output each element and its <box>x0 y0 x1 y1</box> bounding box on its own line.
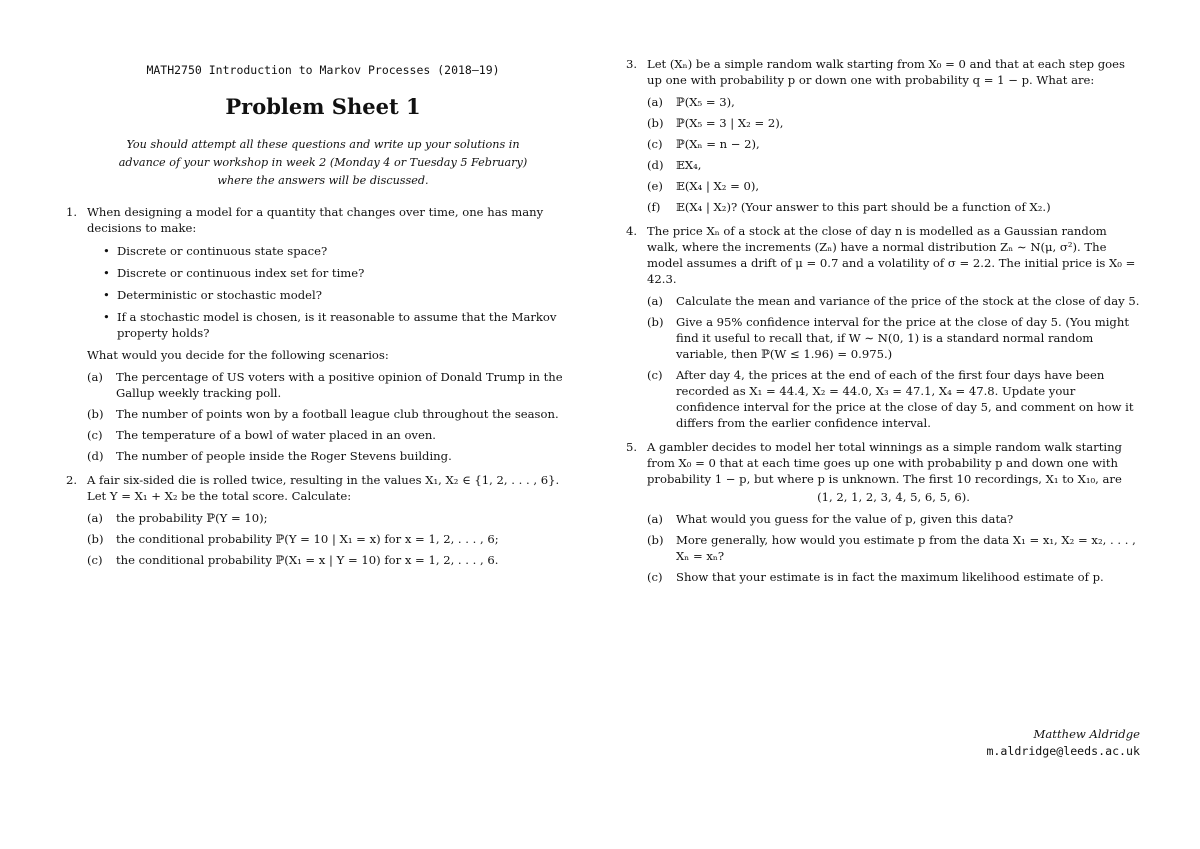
question-stem: A gambler decides to model her total winnings as a simple random walk starting from X₀ = 0 that at each time goes up one with probability p and down one with probability 1 − p, but where p is unknown. The first 10 recordings, X₁ to X₁₀, are <box>647 440 1122 486</box>
sub-part <box>87 448 580 464</box>
question-number: 2. <box>66 473 78 487</box>
sub-part <box>647 94 1140 110</box>
list-item: • If a stochastic model is chosen, is it reasonable to assume that the Markov property holds? <box>117 309 580 341</box>
sub-part-label: (a) <box>647 95 663 109</box>
sub-parts <box>647 293 1140 431</box>
sub-part-text: ℙ(X₅ = 3 | X₂ = 2), <box>676 116 784 130</box>
sub-part-label: (b) <box>87 407 104 421</box>
course-header: MATH2750 Introduction to Markov Processes (2018–19) <box>146 63 500 77</box>
sub-part <box>647 199 1140 215</box>
sub-part <box>647 314 1140 362</box>
data-sequence: (1, 2, 1, 2, 3, 4, 5, 6, 5, 6). <box>817 490 970 504</box>
sub-part-text: Show that your estimate is in fact the maximum likelihood estimate of p. <box>676 570 1104 584</box>
question-2 <box>66 472 580 568</box>
sub-part-text: ℙ(Xₙ = n − 2), <box>676 137 760 151</box>
sub-part-label: (c) <box>647 570 663 584</box>
sub-part-label: (b) <box>87 532 104 546</box>
sub-part <box>647 293 1140 309</box>
sub-part-label: (d) <box>647 158 664 172</box>
sub-part-label: (b) <box>647 315 664 329</box>
sub-part-text: What would you guess for the value of p, given this data? <box>676 512 1014 526</box>
sub-part <box>87 552 580 568</box>
right-column <box>626 56 1140 590</box>
sub-part-text: 𝔼(X₄ | X₂)? (Your answer to this part should be a function of X₂.) <box>676 200 1051 214</box>
sub-part-label: (a) <box>87 370 103 384</box>
question-stem: Let (Xₙ) be a simple random walk starting from X₀ = 0 and that at each step goes up one with probability p or down one with probability q = 1 − p. What are: <box>647 57 1125 87</box>
left-column <box>66 56 580 573</box>
question-number: 4. <box>626 224 638 238</box>
decision-list <box>87 243 580 341</box>
sub-part-text: Give a 95% confidence interval for the price at the close of day 5. (You might find it useful to recall that, if W ∼ N(0, 1) is a standard normal random variable, then ℙ(W ≤ 1.96) = 0.975.) <box>676 315 1129 361</box>
sub-part-text: 𝔼(X₄ | X₂ = 0), <box>676 179 760 193</box>
sub-part <box>647 569 1140 585</box>
question-4 <box>626 223 1140 431</box>
sub-part-text: the conditional probability ℙ(X₁ = x | Y = 10) for x = 1, 2, . . . , 6. <box>116 553 499 567</box>
sub-part-text: The percentage of US voters with a positive opinion of Donald Trump in the Gallup weekly tracking poll. <box>116 370 563 400</box>
sub-part <box>647 532 1140 564</box>
sub-part <box>647 136 1140 152</box>
sub-part <box>647 115 1140 131</box>
sub-part <box>87 510 580 526</box>
sub-part-label: (c) <box>647 368 663 382</box>
sub-part-label: (f) <box>647 200 661 214</box>
question-3 <box>626 56 1140 215</box>
sub-part <box>87 406 580 422</box>
sub-part <box>87 369 580 401</box>
sub-part-label: (a) <box>647 294 663 308</box>
sub-part-label: (b) <box>647 533 664 547</box>
list-item: • Deterministic or stochastic model? <box>117 287 580 303</box>
sub-part-text: After day 4, the prices at the end of each of the first four days have been recorded as X₁ = 44.4, X₂ = 44.0, X₃ = 47.1, X₄ = 47.8. Update your confidence interval for the price at the close of day 5, and comment on how it differs from the earlier confidence interval. <box>676 368 1134 430</box>
signature-block <box>986 726 1140 760</box>
sub-part-label: (e) <box>647 179 663 193</box>
sub-part <box>647 157 1140 173</box>
author-email: m.aldridge@leeds.ac.uk <box>986 744 1140 758</box>
sub-part-text: the probability ℙ(Y = 10); <box>116 511 268 525</box>
list-item: • Discrete or continuous state space? <box>117 243 580 259</box>
scenario-intro: What would you decide for the following scenarios: <box>87 348 389 362</box>
sub-part <box>647 511 1140 527</box>
question-5 <box>626 439 1140 585</box>
question-number: 5. <box>626 440 638 454</box>
sub-part-label: (c) <box>87 553 103 567</box>
question-1 <box>66 204 580 464</box>
sub-part-label: (b) <box>647 116 664 130</box>
question-stem: When designing a model for a quantity that changes over time, one has many decisions to make: <box>87 205 544 235</box>
list-item: • Discrete or continuous index set for time? <box>117 265 580 281</box>
question-number: 3. <box>626 57 638 71</box>
sub-part-text: 𝔼X₄, <box>676 158 702 172</box>
intro-text: You should attempt all these questions and write up your solutions in advance of your workshop in week 2 (Monday 4 or Tuesday 5 February) where the answers will be discussed. <box>118 138 528 187</box>
sub-part <box>647 367 1140 431</box>
sub-part <box>647 178 1140 194</box>
sub-parts <box>87 369 580 464</box>
page-title: Problem Sheet 1 <box>225 94 421 119</box>
sub-part <box>87 531 580 547</box>
question-stem: A fair six-sided die is rolled twice, resulting in the values X₁, X₂ ∈ {1, 2, . . . , 6}. Let Y = X₁ + X₂ be the total score. Calculate: <box>87 473 560 503</box>
author-name: Matthew Aldridge <box>1033 727 1140 741</box>
sub-parts <box>647 511 1140 585</box>
sub-part-text: The number of points won by a football league club throughout the season. <box>116 407 559 421</box>
sub-parts <box>87 510 580 568</box>
sub-part-text: The temperature of a bowl of water placed in an oven. <box>116 428 436 442</box>
sub-part-label: (a) <box>87 511 103 525</box>
sub-part-text: Calculate the mean and variance of the price of the stock at the close of day 5. <box>676 294 1140 308</box>
sub-part-text: More generally, how would you estimate p from the data X₁ = x₁, X₂ = x₂, . . . , Xₙ = xₙ? <box>676 533 1136 563</box>
sub-part-text: ℙ(X₅ = 3), <box>676 95 735 109</box>
sub-part-label: (c) <box>647 137 663 151</box>
sub-part-label: (a) <box>647 512 663 526</box>
sub-part-label: (d) <box>87 449 104 463</box>
sub-parts <box>647 94 1140 215</box>
sub-part-label: (c) <box>87 428 103 442</box>
question-stem: The price Xₙ of a stock at the close of day n is modelled as a Gaussian random walk, where the increments (Zₙ) have a normal distribution Zₙ ∼ N(μ, σ²). The model assumes a drift of μ = 0.7 and a volatility of σ = 2.2. The initial price is X₀ = 42.3. <box>647 224 1136 286</box>
sub-part-text: The number of people inside the Roger Stevens building. <box>116 449 452 463</box>
sub-part-text: the conditional probability ℙ(Y = 10 | X₁ = x) for x = 1, 2, . . . , 6; <box>116 532 499 546</box>
sub-part <box>87 427 580 443</box>
question-number: 1. <box>66 205 78 219</box>
